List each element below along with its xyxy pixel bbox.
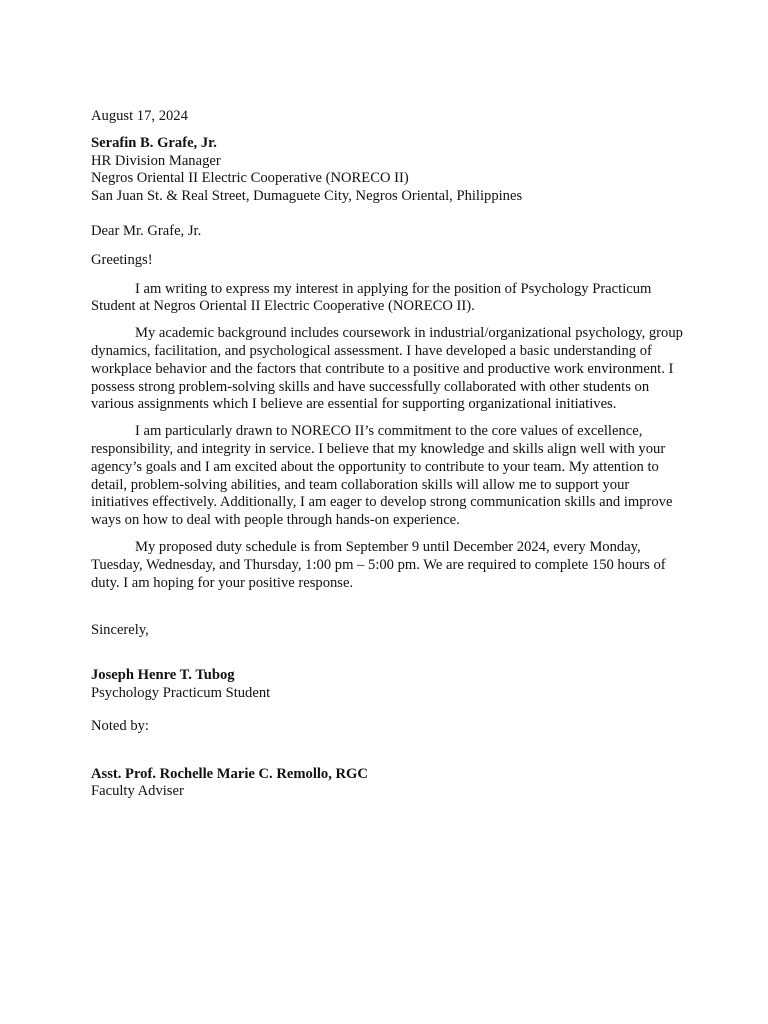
sender-title: Psychology Practicum Student	[91, 684, 271, 701]
sender-signature-block	[91, 667, 683, 703]
recipient-title: HR Division Manager	[91, 152, 221, 169]
body-paragraph-schedule: My proposed duty schedule is from September 9 until December 2024, every Monday, Tuesday, Wednesday, and Thursday, 1:00 pm – 5:00 pm. We are required to complete 150 hours of duty. I am hoping for your positive response.	[91, 538, 666, 591]
closing: Sincerely,	[91, 622, 149, 639]
sender-name: Joseph Henre T. Tubog	[91, 667, 235, 684]
letter-date: August 17, 2024	[91, 108, 188, 124]
body-paragraph-motivation: I am particularly drawn to NORECO II’s commitment to the core values of excellence, responsibility, and integrity in service. I believe that my knowledge and skills align well with your agency’s goals and I am excited about the opportunity to contribute to your team. My attention to detail, problem-solving abilities, and team collaboration skills will allow me to support your initiatives effectively. Additionally, I am eager to develop strong communication skills and improve ways on how to deal with people through hands-on experience.	[91, 423, 673, 529]
adviser-signature-block	[91, 766, 683, 802]
recipient-name: Serafin B. Grafe, Jr.	[91, 134, 217, 151]
greeting: Greetings!	[91, 251, 153, 268]
adviser-name: Asst. Prof. Rochelle Marie C. Remollo, RGC	[91, 765, 368, 782]
adviser-title: Faculty Adviser	[91, 783, 184, 800]
recipient-block	[91, 135, 683, 206]
noted-by-label: Noted by:	[91, 717, 149, 734]
salutation: Dear Mr. Grafe, Jr.	[91, 222, 202, 239]
recipient-address: San Juan St. & Real Street, Dumaguete City, Negros Oriental, Philippines	[91, 188, 523, 205]
body-paragraph-background: My academic background includes coursework in industrial/organizational psychology, group dynamics, facilitation, and psychological assessment. I have developed a basic understanding of workplace behavior and the factors that contribute to a positive and productive work environment. I possess strong problem-solving skills and have successfully collaborated with other students on various assignments which I believe are essential for supporting organizational initiatives.	[91, 325, 683, 413]
body-paragraph-intro: I am writing to express my interest in applying for the position of Psychology Practicum Student at Negros Oriental II Electric Cooperative (NORECO II).	[91, 280, 652, 315]
recipient-organization: Negros Oriental II Electric Cooperative (NORECO II)	[91, 170, 409, 187]
letter-body	[91, 108, 683, 801]
